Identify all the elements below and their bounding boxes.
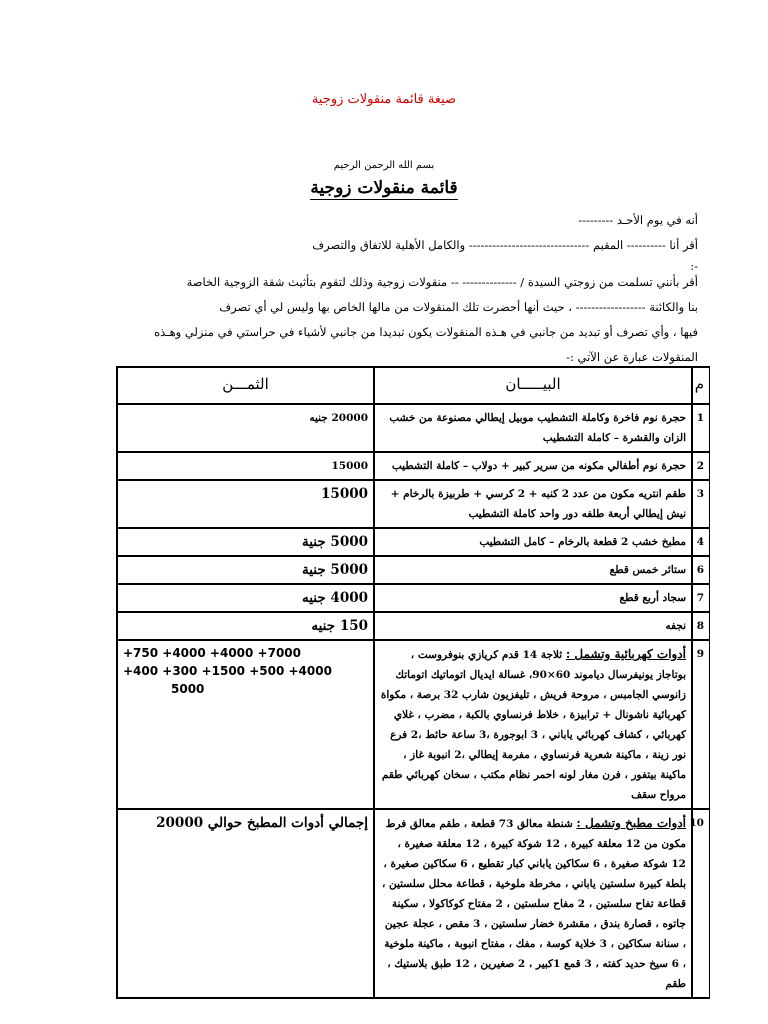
intro-paragraph-2 [58,270,698,370]
price-line: +400 +300 +1500 +500 +4000 [123,664,332,678]
header-description: البيـــــان [374,367,692,404]
table-row [117,404,710,452]
row-price: 20000 جنيه [117,404,374,452]
row-number: 2 [692,452,710,480]
price-line: 5000 [171,682,205,696]
price-line: +750 +4000 +4000 +7000 [123,646,301,660]
table-row [117,528,710,556]
row-number: 7 [692,584,710,612]
row-description: حجرة نوم أطفالي مكونه من سرير كبير + دولاب – كاملة التشطيب [374,452,692,480]
row-number: 1 [692,404,710,452]
row-number: 4 [692,528,710,556]
header-price: الثمـــن [117,367,374,404]
row-description-title: أدوات مطبخ وتشمل : [576,816,686,830]
row-number: 9 [692,640,710,809]
table-row [117,452,710,480]
table-row [117,640,710,809]
row-description: نجفه [374,612,692,640]
basmala: بسم الله الرحمن الرحيم [333,160,435,171]
intro-line: أقر أنا ---------- المقيم ------------------------------- والكامل الأهلية للاتفاق والتصرف [312,238,698,252]
intro-line: فيها ، وأي تصرف أو تبديد من جانبي في هـذه المنقولات يكون تبديدا من جانبي لأشياء في حراستي في منزلي وهـذه [154,325,698,339]
row-price: 150 جنيه [117,612,374,640]
row-description-title: أدوات كهربائية وتشمل : [565,647,686,661]
row-number: 10 [692,809,710,998]
row-price: 15000 [117,452,374,480]
row-price: 5000 جنية [117,528,374,556]
intro-line: أقر بأنني تسلمت من زوجتي السيدة / -------------- -- منقولات زوجية وذلك لتقوم بتأثيث شقة الزوجية الخاصة [186,275,698,289]
row-price: 15000 [117,480,374,528]
row-description-body: ثلاجة 14 قدم كريازي بنوفروست ، بوتاجاز يونيفرسال دياموند 60×90، غسالة ايديال اتوماتيك اتوماتك زانوسي الجامبس ، مروحة فريش ، تليفزيون شارب 32 برصة ، مكواة كهربائية ناشونال + ترابيزة ، خلاط فرنساوي بالكبة ، مضرب ، غلاي كهربائي ، كشاف كهربائي ياباني ، 3 ابوجورة ،3 ساعة حائط ،2 فرع نور زينة ، ماكينة شعرية فرنساوي ، مفرمة إيطالي ،2 انبوبة غاز ، ماكينة بيتفور ، فرن مغار لونه احمر نظام مكتب ، سخان كهربائي طقم مرواح سقف [380,649,686,801]
row-description: ستائر خمس قطع [374,556,692,584]
row-description [374,640,692,809]
row-description [374,809,692,998]
table-row [117,809,710,998]
row-number: 3 [692,480,710,528]
document-title [0,178,768,198]
row-description-body: شنطة معالق 73 قطعة ، طقم معالق فرط مكون من 12 معلقة كبيرة ، 12 شوكة كبيرة ، 12 معلقة صغيرة ، 12 شوكة صغيرة ، 6 سكاكين ياباني كبار تقطيع ، 6 سكاكين صغيرة ، بلطة كبيرة سلستين ياباني ، مخرطة ملوخية ، قطاعة محلل سلستين ، قطاعة تفاح سلستين ، 2 مفاح سلستين ، 2 مفتاح كوكاكولا ، سكينة جاتوه ، قصارة بندق ، مقشرة خضار سلستين ، 3 مقص ، عجلة عجين ، سنانة سكاكين ، 3 خلاية كوسة ، مفك ، مفتاح انبوبة ، ماكينة ملوخية ، 6 سيخ حديد كفته ، 3 قمع 1كبير ، 2 صغيرين ، 12 طبق بلاستيك ، طقم [381,818,686,990]
row-number: 8 [692,612,710,640]
row-price: 4000 جنيه [117,584,374,612]
table-row [117,480,710,528]
row-price: 5000 جنية [117,556,374,584]
items-table [116,366,710,999]
row-description: سجاد أربع قطع [374,584,692,612]
table-row [117,584,710,612]
table-row [117,612,710,640]
row-description: مطبخ خشب 2 قطعة بالرخام – كامل التشطيب [374,528,692,556]
table-row [117,556,710,584]
intro-line: المنقولات عبارة عن الآتي :- [566,350,698,364]
intro-line: بنا والكائنة ------------------ ، حيث أنها أحضرت تلك المنقولات من مالها الخاص بها وليس لي أي تصرف [219,300,698,314]
top-caption: صيغة قائمة منقولات زوجية [311,92,457,107]
row-description: طقم انتريه مكون من عدد 2 كنبه + 2 كرسي + طربيزة بالرخام + نيش إيطالي أربعة طلفه دور واحد كاملة التشطيب [374,480,692,528]
row-description: حجرة نوم فاخرة وكاملة التشطيب موبيل إيطالي مصنوعة من خشب الزان والقشرة – كاملة التشطيب [374,404,692,452]
header-num: م [692,367,710,404]
document-title-text: قائمة منقولات زوجية [310,178,458,198]
row-number: 6 [692,556,710,584]
row-price: إجمالي أدوات المطبخ حوالي 20000 [117,809,374,998]
intro-line: أنه في يوم الأحـد --------- [578,213,698,227]
intro-paragraph-1 [58,208,698,274]
table-header-row [117,367,710,404]
intro-line: -: [690,259,698,273]
row-price [117,640,374,809]
